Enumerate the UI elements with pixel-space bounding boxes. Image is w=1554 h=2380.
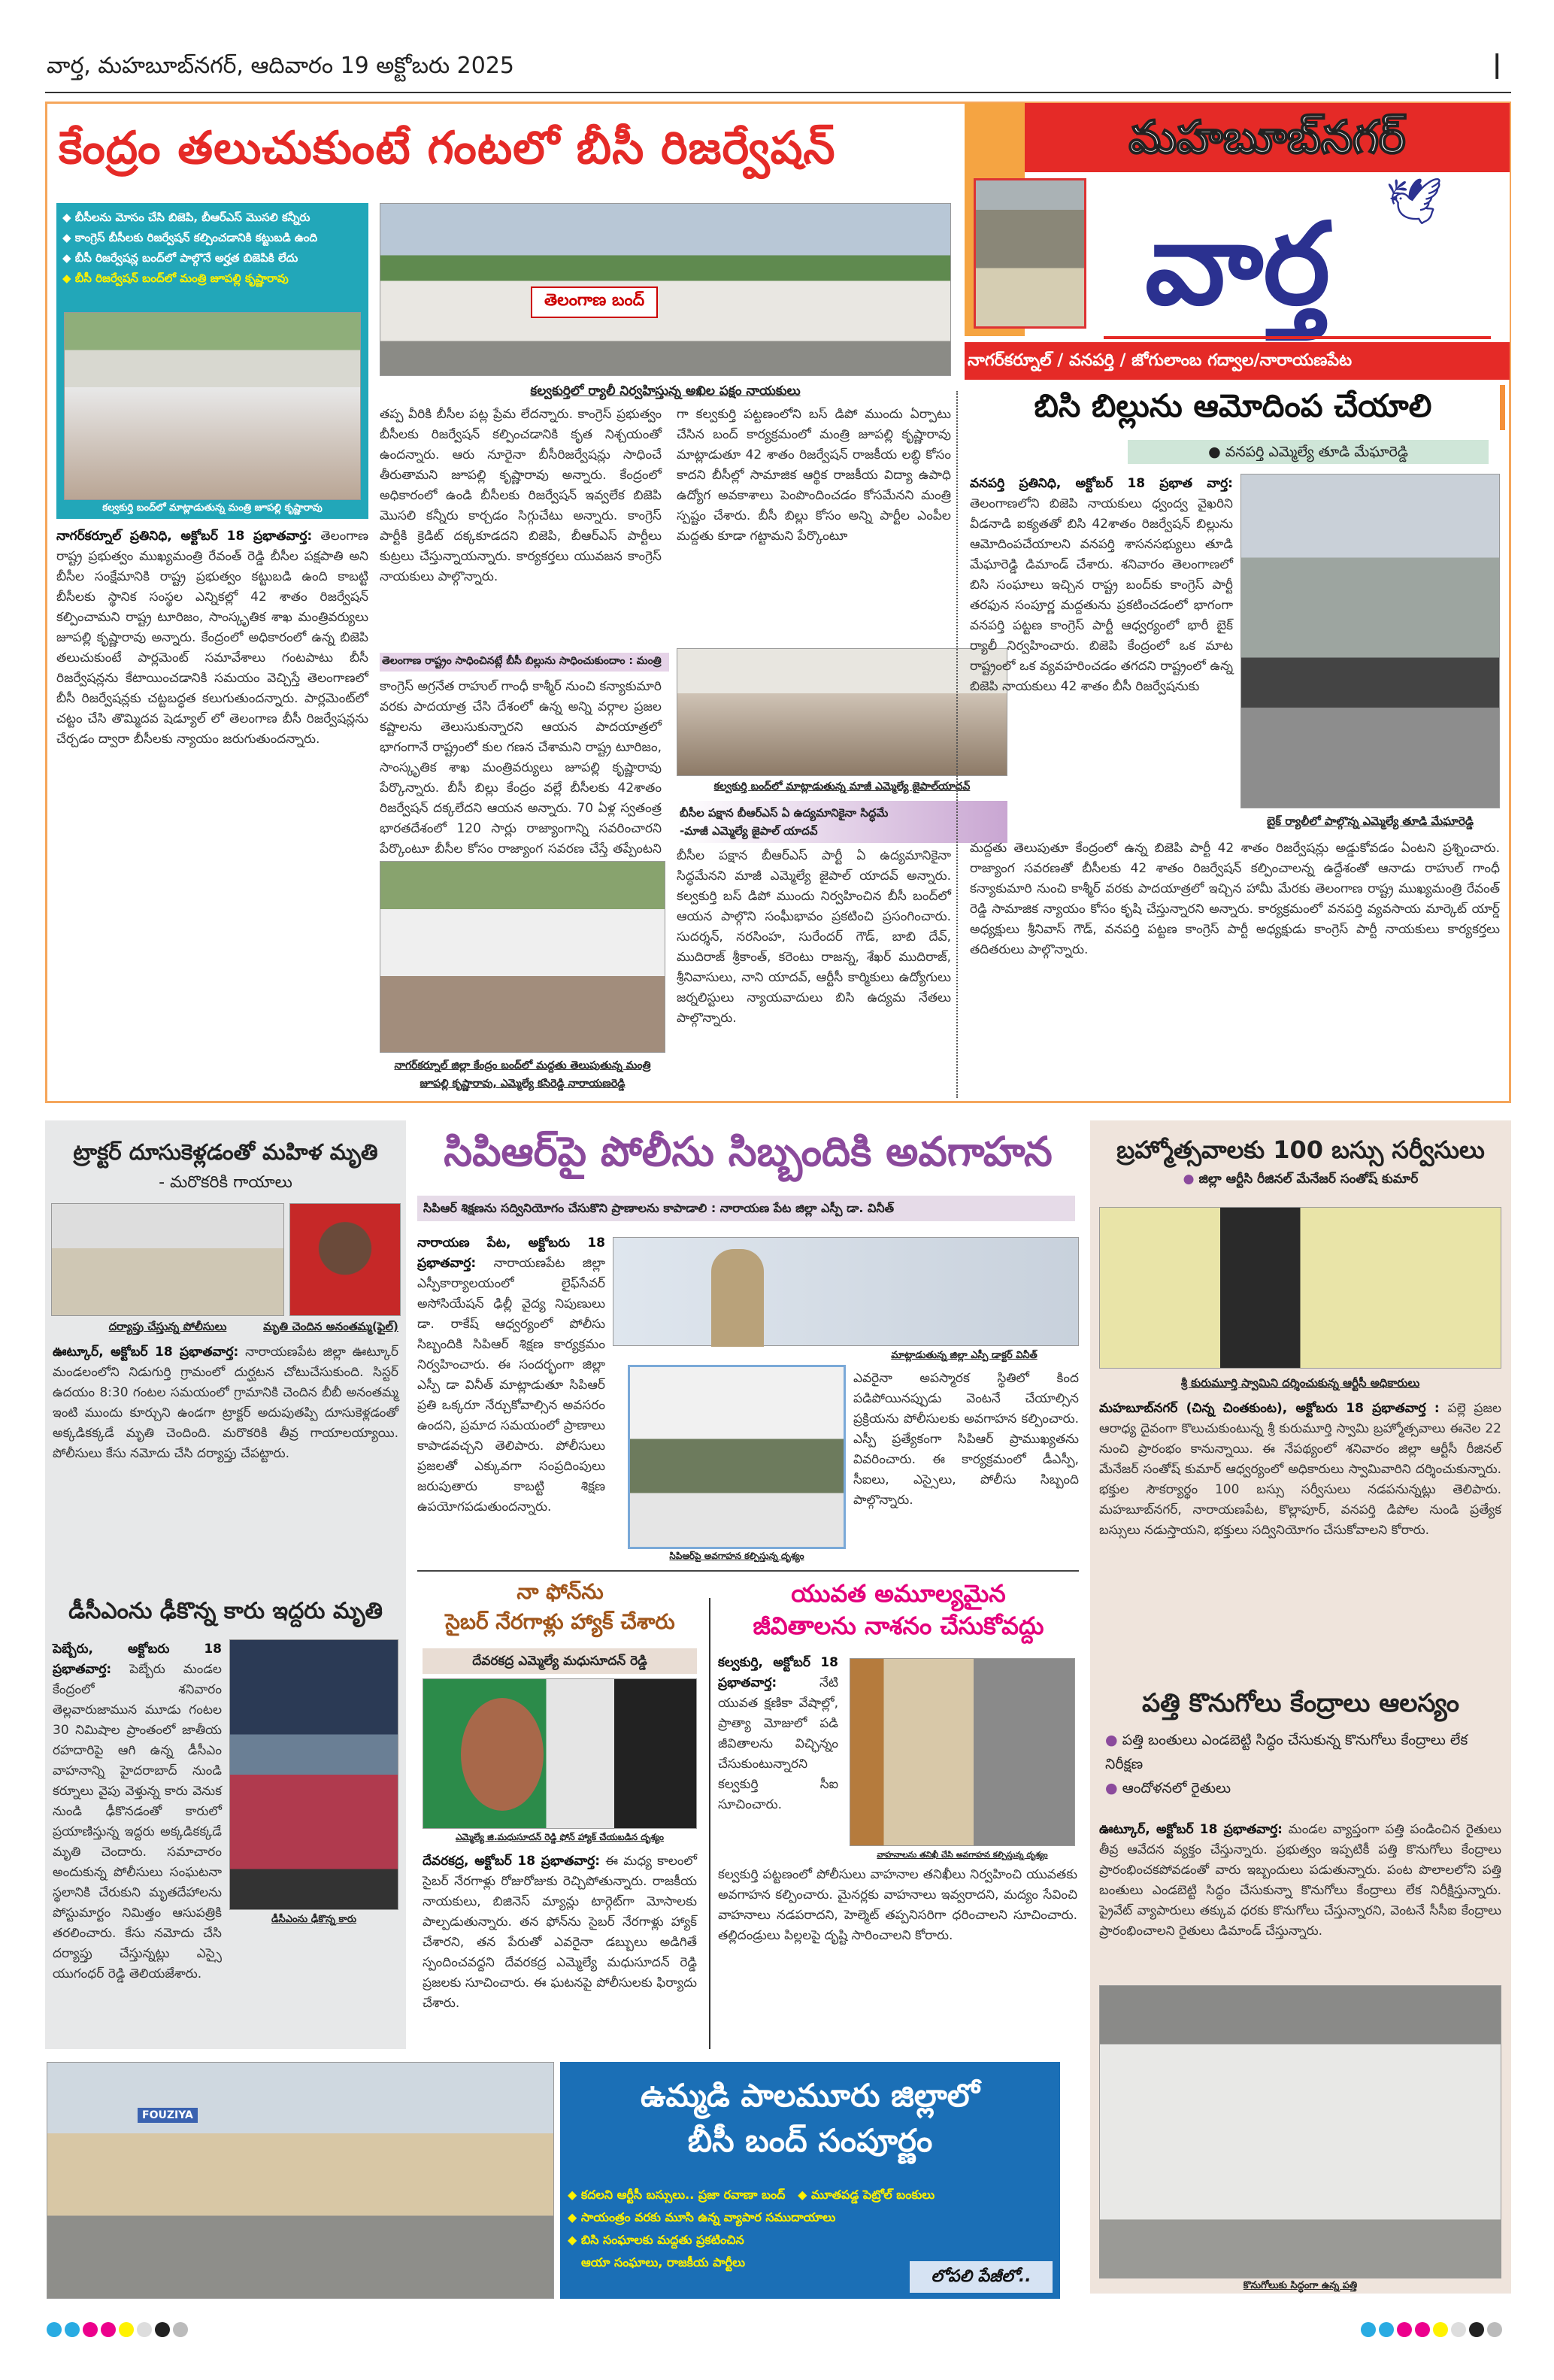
nagarkurnool-bandh-photo bbox=[380, 861, 665, 1053]
masthead-edition: మహబూబ్‌నగర్ bbox=[1025, 103, 1510, 172]
cotton-bullets bbox=[1105, 1728, 1496, 1800]
tractor-body bbox=[53, 1342, 398, 1587]
victim-photo bbox=[289, 1203, 401, 1316]
youth-body2 bbox=[718, 1865, 1077, 2049]
vehicle-check-photo bbox=[850, 1658, 1075, 1846]
page-dateline: వార్త, మహబూబ్‌నగర్, ఆదివారం 19 అక్టోబరు 2025 bbox=[47, 53, 515, 79]
lead-body-col2b bbox=[380, 677, 662, 857]
article-text: పెబ్బేరు మండల కేంద్రంలో శనివారం తెల్లవారుజామున మూడు గంటల 30 నిమిషాల ప్రాంతంలో జాతీయ రహదారిపై ఆగి ఉన్న డీసీఎం వాహనాన్ని హైదరాబాద్ నుండి కర్నూలు వైపు వెళ్తున్న కారు వెనుక నుండి ఢీకొనడంతో కారులో ప్రయాణిస్తున్న ఇద్దరు అక్కడికక్కడే మృతి చెందారు. సమాచారం అందుకున్న పోలీసులు సంఘటనా స్థలానికి చేరుకుని మృతదేహాలను పోస్టుమార్టం నిమిత్తం ఆసుపత్రికి తరలించారు. కేసు నమోదు చేసి దర్యాప్తు చేస్తున్నట్లు ఎస్సై యుగంధర్ రెడ్డి తెలియజేశారు. bbox=[53, 1662, 222, 1981]
district-wanaparthy[interactable]: వనపర్తి bbox=[1069, 351, 1114, 370]
separator: / bbox=[1253, 351, 1260, 370]
print-registration-marks-left bbox=[47, 2322, 188, 2337]
mla-face bbox=[461, 1698, 544, 1811]
crashed-car-photo bbox=[229, 1639, 398, 1910]
article-text: మండల వ్యాప్తంగా పత్తి పండించిన రైతులు తీవ్ర ఆవేదన వ్యక్తం చేస్తున్నారు. ప్రభుత్వం ఇప్పటికీ పత్తి కొనుగోలు కేంద్రాలు ప్రారంభించకపోవడంతో వారు ఇబ్బందులు పడుతున్నారు. పంట పొలాలలోని పత్తి బంతులు ఎండబెట్టి సిద్ధం చేసుకున్నా కొనుగోలు కేంద్రాలు లేక నిరీక్షిస్తున్నారు. ప్రైవేట్ వ్యాపారులు తక్కువ ధరకు కొనుగోలు చేస్తున్నారని, వెంటనే సీసీఐ కేంద్రాలు ప్రారంభించాలని రైతులు డిమాండ్ చేస్తున్నారు. bbox=[1099, 1822, 1501, 1939]
article-text: బీసీల పక్షాన బీఆర్ఎస్ పార్టీ ఏ ఉద్యమానికైనా సిద్ధమేనని మాజీ ఎమ్మెల్యే జైపాల్ యాదవ్ అన్నారు. కల్వకుర్తి బస్ డిపో ముందు నిర్వహించిన బీసీ బంద్‌లో ఆయన పాల్గొని సంఘీభావం ప్రకటించి ప్రసంగించారు. సుదర్శన్, నరసింహ, సురేందర్ గౌడ్, బాబి దేవ్, ముదిరాజ్ శ్రీకాంత్, కరెంటు రాజన్న, శేఖర్ ముదిరాజ్, శ్రీనివాసులు, నాని యాదవ్, ఆర్టీసీ కార్మికులు ఉద్యోగులు జర్నలిస్టులు న్యాయవాదులు బిసి ఉద్యమ నేతలు పాల్గొన్నారు. bbox=[677, 848, 951, 1026]
lead-bullet: ◆ బీసీ రిజర్వేషన్ల బంద్‌లో పాల్గొనే అర్హత బిజెపికి లేదు bbox=[62, 251, 298, 265]
district-band bbox=[965, 342, 1510, 380]
lead-bullet: ◆ బీసీ రిజర్వేషన్ బంద్‌లో మంత్రి జూపల్లి కృష్ణారావు bbox=[62, 271, 289, 285]
article-text: కాంగ్రెస్ అగ్రనేత రాహుల్ గాంధీ కాశ్మీర్ నుంచి కన్యాకుమారి వరకు పాదయాత్ర చేసి దేశంలో ఉన్న అన్ని వర్గాల ప్రజల కష్టాలను తెలుసుకున్నారని ఆయన పాదయాత్రలో భాగంగానే రాష్ట్రంలో కుల గణన చేశామని రాష్ట్ర టూరిజం, సాంస్కృతిక శాఖ మంత్రివర్యులు జూపల్లి కృష్ణారావు పేర్కొన్నారు. బీసీ బిల్లు కేంద్రం వల్లే బీసీలకు 42శాతం రిజర్వేషన్ దక్కలేదని ఆయన అన్నారు. 70 ఏళ్ల స్వతంత్ర భారతదేశంలో 120 సార్లు రాజ్యాంగాన్ని సవరించారని పేర్కొంటూ బీసీల కోసం రాజ్యాంగ సవరణ చేస్తే తప్పేంటని bbox=[380, 679, 662, 856]
phone-headline-line1: నా ఫోన్‌ను bbox=[516, 1579, 604, 1604]
brs-subhead-line1: బీసీల పక్షాన బీఆర్ఎస్ ఏ ఉద్యమానికైనా సిద్ధమే bbox=[680, 806, 889, 820]
separator: / bbox=[1057, 351, 1064, 370]
cotton-body bbox=[1099, 1820, 1501, 1978]
photo-caption: శ్రీ కురుమూర్తి స్వామిని దర్శించుకున్న ఆర్టీసీ అధికారులు bbox=[1180, 1376, 1420, 1390]
bc-bill-divider bbox=[956, 391, 958, 1098]
lead-bullet: ◆ బీసీలను మోసం చేసి బిజెపి, బీఆర్ఎస్ మొసలి కన్నీరు bbox=[62, 211, 310, 224]
page-marker: | bbox=[1492, 50, 1502, 80]
article-text: మద్దతు తెలుపుతూ కేంద్రంలో ఉన్న బిజెపి పార్టీ 42 శాతం రిజర్వేషన్లు అడ్డుకోవడం ఏంటని ప్రశ్నించారు. రాజ్యాంగ సవరణతో బీసీలకు 42 శాతం రిజర్వేషన్ కల్పించాలన్న ఉద్దేశంతో ఆనాడు రాహుల్ గాంధీ కన్యాకుమారి నుంచి కాశ్మీర్ వరకు పాదయాత్రలో ఇచ్చిన హామీ మేరకు తెలంగాణ రాష్ట్ర ముఖ్యమంత్రి రేవంత్ రెడ్డి సామాజిక న్యాయం కోసం కృషి చేస్తున్నారని అన్నారు. కార్యక్రమంలో వనపర్తి వ్యవసాయ మార్కెట్ యార్డ్ అధ్యక్షులు శ్రీనివాస్ గౌడ్, వనపర్తి పట్టణ కాంగ్రెస్ పార్టీ అధ్యక్షుడు కాంగ్రెస్ పార్టీ నాయకులు కార్యకర్తలు తదితరులు పాల్గొన్నారు. bbox=[970, 841, 1500, 957]
masthead-logo: వార్త bbox=[1145, 199, 1331, 330]
orange-accent-bar bbox=[1500, 385, 1505, 430]
accident-scene-photo bbox=[51, 1203, 284, 1316]
dateline: పెబ్బేరు, అక్టోబరు 18 ప్రభాతవార్త: bbox=[53, 1642, 222, 1677]
banner-bullets bbox=[568, 2184, 1056, 2274]
photo-caption: కల్వకుర్తి బంద్‌లో మాట్లాడుతున్న మాజీ ఎమ్మెల్యే జైపాల్‌యాదవ్ bbox=[713, 781, 971, 793]
print-registration-marks-right bbox=[1361, 2322, 1502, 2337]
brs-subhead-line2: -మాజీ ఎమ్మెల్యే జైపాల్ యాదవ్ bbox=[680, 824, 818, 838]
photo-caption: వాహనాలను తనిఖీ చేసి అవగాహన కల్పిస్తున్న దృశ్యం bbox=[877, 1850, 1048, 1860]
dove-icon: 🕊 bbox=[1386, 175, 1443, 228]
dateline: మహబూబ్‌నగర్ (చిన్న చింతకుంట), అక్టోబరు 18 ప్రభాతవార్త : bbox=[1099, 1401, 1440, 1416]
section-rule bbox=[417, 1570, 1079, 1572]
cotton-bullet: ● ఆందోళనలో రైతులు bbox=[1105, 1780, 1231, 1796]
tractor-headline: ట్రాక్టర్ దూసుకెళ్లడంతో మహిళ మృతి bbox=[73, 1139, 378, 1165]
lead-body-col3b bbox=[677, 846, 951, 1098]
column-divider bbox=[709, 1598, 710, 2049]
tractor-subhead: - మరొకరికి గాయాలు bbox=[159, 1173, 292, 1192]
article-text: తెలంగాణలోని బిజెపి నాయకులు ధ్వంద్వ వైఖరిని వీడనాడి ఐక్యతతో బిసి 42శాతం రిజర్వేషన్ బిల్లును ఆమోదింపచేయాలని వనపర్తి శాసనసభ్యులు తూడి మేఘారెడ్డి డిమాండ్ చేశారు. శనివారం తెలంగాణలో బిసి సంఘాలు ఇచ్చిన రాష్ట్ర బంద్‌కు కాంగ్రెస్ పార్టీ తరఫున సంపూర్ణ మద్దతును ప్రకటించడంలో భాగంగా వనపర్తి పట్టణ కాంగ్రెస్ పార్టీ ఆధ్వర్యంలో భారీ బైక్ ర్యాలీ నిర్వహించారు. బిజెపి కేంద్రంలో ఒక మాట రాష్ట్రంలో ఒక వ్యవహరించడం తగదని రాష్ట్రంలో ఉన్న బిజెపి నాయకులు 42 శాతం బీసీ రిజర్వేషనుకు bbox=[970, 496, 1233, 694]
cotton-bullet: ● పత్తి బంతులు ఎండబెట్టి సిద్ధం చేసుకున్న కొనుగోలు కేంద్రాలు లేక నిరీక్షణ bbox=[1105, 1732, 1468, 1772]
banner-bullet: ◆ కదలని ఆర్టీసీ బస్సులు.. ప్రజా రవాణా బంద్ ◆ మూతపడ్డ పెట్రోల్ బంకులు bbox=[568, 2187, 935, 2202]
bike-rally-photo bbox=[1240, 474, 1500, 808]
lead-subhead: తెలంగాణ రాష్ట్రం సాధించినట్లే బీసీ బిల్లును సాధించుకుందాం : మంత్రి bbox=[380, 653, 669, 672]
article-text: కల్వకుర్తి పట్టణంలో పోలీసులు వాహనాల తనిఖీలు నిర్వహించి యువతకు అవగాహన కల్పించారు. మైనర్లకు వాహనాలు ఇవ్వరాదని, మద్యం సేవించి వాహనాలు నడపరాదని, హెల్మెట్ తప్పనిసరిగా ధరించాలని సూచించారు. తల్లిదండ్రులు పిల్లలపై దృష్టి సారించాలని కోరారు. bbox=[718, 1867, 1077, 1943]
photo-caption: డీసీఎంను ఢీకొన్న కారు bbox=[271, 1914, 357, 1925]
article-text: తెలంగాణ రాష్ట్ర ప్రభుత్వం ముఖ్యమంత్రి రేవంత్ రెడ్డి బీసీల పక్షపాతి అని బీసీల సంక్షేమానికి రాష్ట్ర ప్రభుత్వం కట్టుబడి ఉంది కాబట్టి బీసీలకు స్థానిక సంస్థల ఎన్నికల్లో 42 శాతం రిజర్వేషన్ కల్పించామని రాష్ట్ర టూరిజం, సాంస్కృతిక శాఖ మంత్రివర్యులు జూపల్లి కృష్ణారావు అన్నారు. కేంద్రంలో అధికారంలో ఉన్న బిజెపి తలుచుకుంటే పార్లమెంట్ సమావేశాలు గంటపాటు బీసీ రిజర్వేషన్లను కేటాయించడానికి సమయం వెచ్చిస్తే తెలంగాణలో బీసీ రిజర్వేషన్లకు చట్టబద్ధత కలుగుతుందన్నారు. పార్లమెంట్‌లో చట్టం చేసి తొమ్మిదవ షెడ్యూల్ లో తెలంగాణ బీసీ రిజర్వేషన్లను చేర్చడం ద్వారా బీసీలకు న్యాయం జరుగుతుందన్నారు. bbox=[56, 529, 369, 747]
photo-caption: ఎమ్మెల్యే జి.మధుసూదన్ రెడ్డి ఫోన్ హ్యాక్ చేయబడిన దృశ్యం bbox=[455, 1832, 665, 1842]
banner-headline-line1: ఉమ్మడి పాలమూరు జిల్లాలో bbox=[640, 2077, 980, 2114]
photo-caption: కల్వకుర్తిలో ర్యాలీ నిర్వహిస్తున్న అఖిల పక్షం నాయకులు bbox=[530, 384, 801, 399]
mla-phone-photo bbox=[423, 1678, 697, 1829]
dcm-headline: డీసీఎంను ఢీకొన్న కారు ఇద్దరు మృతి bbox=[68, 1598, 383, 1624]
separator: / bbox=[1119, 351, 1126, 370]
cpr-body2 bbox=[853, 1369, 1079, 1560]
closed-shops-photo bbox=[47, 2062, 554, 2299]
article-text: ఎవరైనా అపస్మారక స్థితిలో కింద పడిపోయినప్పుడు వెంటనే చేయాల్సిన ప్రక్రియను పోలీసులకు అవగాహన కల్పించారు. ఎస్పీ ప్రత్యేకంగా సిపిఆర్ ప్రాముఖ్యతను వివరించారు. ఈ కార్యక్రమంలో డీఎస్పీ, సీఐలు, ఎస్సైలు, పోలీసు సిబ్బంది పాల్గొన్నారు. bbox=[853, 1371, 1079, 1508]
bus-body bbox=[1099, 1399, 1501, 1681]
article-text: తప్ప వీరికి బీసీల పట్ల ప్రేమ లేదన్నారు. కాంగ్రెస్ ప్రభుత్వం బీసీలకు రిజర్వేషన్ కల్పించడానికి కృత నిశ్చయంతో ఉందన్నారు. ఆరు నూరైనా బీసీరిజర్వేషన్లు సాధించే తీరుతామని జూపల్లి కృష్ణారావు అన్నారు. కేంద్రంలో అధికారంలో ఉండి బీసీలకు రిజర్వేషన్ ఇవ్వలేక బిజెపి మొసలి కన్నీరు కార్చడం సిగ్గుచేటు అన్నారు. కాంగ్రెస్ పార్టీకి క్రెడిట్ దక్కకూడదని బిజెపి, బీఆర్ఎస్ పార్టీలు కుట్రలు చేస్తున్నాయన్నారు. కార్యకర్తలు యువజన కాంగ్రెస్ నాయకులు పాల్గొన్నారు. bbox=[380, 407, 662, 584]
bc-bill-body1 bbox=[970, 474, 1233, 820]
lead-body-col2 bbox=[380, 405, 662, 647]
youth-headline-line2: జీవితాలను నాశనం చేసుకోవద్దు bbox=[753, 1611, 1044, 1640]
lead-bullet-box bbox=[56, 203, 368, 519]
lead-bullet: ◆ కాంగ్రెస్ బీసీలకు రిజర్వేషన్ కల్పించడానికి కట్టుబడి ఉంది bbox=[62, 231, 318, 244]
banner-bullet: ఆయా సంఘాలు, రాజకీయ పార్టీలు bbox=[581, 2255, 746, 2269]
photo-caption: మృతి చెందిన అనంతమ్మ(ఫైల్) bbox=[263, 1320, 398, 1333]
bc-bill-body2 bbox=[970, 838, 1500, 1098]
photo-caption: మాట్లాడుతున్న జిల్లా ఎస్పీ డాక్టర్ వినీత్ bbox=[891, 1350, 1038, 1361]
cpr-subhead: సిపిఆర్ శిక్షణను సద్వినియోగం చేసుకొని ప్రాణాలను కాపాడాలి : నారాయణ పేట జిల్లా ఎస్పీ డా. వినీత్ bbox=[417, 1196, 1075, 1221]
rally-banner: తెలంగాణ బంద్ bbox=[531, 287, 658, 318]
phone-subhead: దేవరకద్ర ఎమ్మెల్యే మధుసూదన్ రెడ్డి bbox=[423, 1648, 697, 1674]
district-nagarkurnool[interactable]: నాగర్‌కర్నూల్ bbox=[968, 351, 1052, 370]
lead-body-col3 bbox=[677, 405, 951, 645]
bus-headline: బ్రహ్మోత్సవాలకు 100 బస్సు సర్వీసులు bbox=[1116, 1135, 1485, 1164]
article-text: ఈ మధ్య కాలంలో సైబర్ నేరగాళ్లు రోజురోజుకు రెచ్చిపోతున్నారు. రాజకీయ నాయకులు, బిజినెస్ మ్యాన్లు టార్గెట్‌గా మోసాలకు పాల్పడుతున్నారు. తన ఫోన్‌ను సైబర్ నేరగాళ్లు హ్యాక్ చేశారని, తన పేరుతో ఎవరైనా డబ్బులు అడిగితే స్పందించవద్దని దేవరకద్ర ఎమ్మెల్యే మధుసూదన్ రెడ్డి ప్రజలకు సూచించారు. ఈ ఘటనపై పోలీసులకు ఫిర్యాదు చేశారు. bbox=[423, 1854, 698, 2011]
youth-headline-line1: యువత అమూల్యమైన bbox=[791, 1579, 1006, 1608]
bc-bill-headline: బిసి బిల్లును ఆమోదింప చేయాలి bbox=[1034, 387, 1432, 424]
lead-headline: కేంద్రం తలుచుకుంటే గంటలో బీసీ రిజర్వేషన్ bbox=[59, 122, 836, 174]
phone-headline-line2: సైబర్ నేరగాళ్లు హ్యాక్ చేశారు bbox=[445, 1609, 675, 1634]
dateline: వనపర్తి ప్రతినిధి, అక్టోబర్ 18 ప్రభాత వార్త: bbox=[970, 476, 1233, 491]
youth-body1 bbox=[718, 1653, 838, 1863]
sp-figure bbox=[711, 1249, 764, 1347]
photo-caption: కల్వకుర్తి బంద్‌లో మాట్లాడుతున్న మంత్రి జూపల్లి కృష్ణారావు bbox=[102, 502, 323, 514]
lead-body-col1 bbox=[56, 526, 368, 1098]
dcm-body bbox=[53, 1639, 222, 2045]
district-narayanpet[interactable]: నారాయణపేట bbox=[1259, 351, 1353, 370]
photo-caption: దర్యాప్తు చేస్తున్న పోలీసులు bbox=[108, 1320, 227, 1333]
dateline: కల్వకుర్తి, అక్టోబర్ 18 ప్రభాతవార్త: bbox=[718, 1655, 838, 1690]
cotton-heap-photo bbox=[1099, 1985, 1501, 2278]
cpr-body1 bbox=[417, 1233, 605, 1549]
rally-photo bbox=[380, 203, 951, 376]
photo-caption: కొనుగోలుకు సిద్ధంగా ఉన్న పత్తి bbox=[1243, 2280, 1358, 2291]
cotton-headline: పత్తి కొనుగోలు కేంద్రాలు ఆలస్యం bbox=[1141, 1688, 1460, 1718]
district-gadwal[interactable]: జోగులాంబ గద్వాల bbox=[1131, 351, 1254, 370]
photo-caption: నాగర్‌కర్నూల్ జిల్లా కేంద్రం బంద్‌లో మద్దతు తెలుపుతున్న మంత్రి జూపల్లి కృష్ణారావు, ఎమ్మెల్యే కసిరెడ్డి నారాయణరెడ్డి bbox=[394, 1060, 651, 1090]
phone-body bbox=[423, 1851, 697, 2047]
dateline: ఊట్కూర్, అక్టోబర్ 18 ప్రభాతవార్త: bbox=[1099, 1822, 1283, 1837]
dateline: ఊట్కూర్, అక్టోబర్ 18 ప్రభాతవార్త: bbox=[53, 1345, 239, 1360]
brs-subhead bbox=[677, 801, 1007, 843]
dateline: నారాయణ పేట, అక్టోబరు 18 ప్రభాతవార్త: bbox=[417, 1235, 605, 1271]
article-text: పల్లె ప్రజల ఆరాధ్య దైవంగా కొలుచుకుంటున్న శ్రీ కురుమూర్తి స్వామి బ్రహ్మోత్సవాలు ఈనెల 22 నుంచి ప్రారంభం కానున్నాయి. ఈ నేపథ్యంలో శనివారం జిల్లా ఆర్టీసీ రీజినల్ మేనేజర్ సంతోష్ కుమార్ ఆధ్వర్యంలో అధికారులు స్వామివారిని దర్శించుకున్నారు. భక్తుల సౌకర్యార్థం 100 బస్సు సర్వీసులు నడపనున్నట్లు తెలిపారు. మహబూబ్‌నగర్, నారాయణపేట, కొల్లాపూర్, వనపర్తి డిపోల నుండి ప్రత్యేక బస్సులు నడుస్తాయని, భక్తులు సద్వినియోగం చేసుకోవాలని కోరారు. bbox=[1099, 1401, 1501, 1538]
shop-sign: FOUZIYA bbox=[138, 2108, 198, 2123]
rtc-officials-photo bbox=[1099, 1207, 1501, 1369]
bandh-banner bbox=[560, 2062, 1060, 2299]
jaipal-yadav-photo bbox=[677, 648, 1007, 776]
masthead bbox=[965, 103, 1510, 380]
cpr-demo-photo bbox=[628, 1365, 846, 1549]
banner-bullet: ◆ సాయంత్రం వరకు మూసి ఉన్న వ్యాపార సముదాయాలు bbox=[568, 2210, 836, 2224]
dateline: దేవరకద్ర, అక్టోబర్ 18 ప్రభాతవార్త: bbox=[423, 1854, 601, 1869]
article-text: నారాయణపేట జిల్లా ఊట్కూర్ మండలంలోని నిడుగుర్తి గ్రామంలో దుర్ఘటన చోటుచేసుకుంది. సిస్టర్ ఉదయం 8:30 గంటల సమయంలో గ్రామానికి చెందిన బీబీ అనంతమ్మ ఇంటి ముందు కూర్చుని ఉండగా ట్రాక్టర్ అదుపుతప్పి దూసుకెళ్లడంతో అక్కడికక్కడే మృతి చెందింది. మరొకరికి తీవ్ర గాయాలయ్యాయి. పోలీసులు కేసు నమోదు చేసి దర్యాప్తు చేపట్టారు. bbox=[53, 1345, 398, 1461]
article-text: నారాయణపేట జిల్లా ఎస్పీకార్యాలయంలో లైఫ్‌సేవర్ అసోసియేషన్ ఢిల్లీ వైద్య నిపుణులు డా. రాకేష్ ఆధ్వర్యంలో పోలీసు సిబ్బందికి సిపిఆర్ శిక్షణ కార్యక్రమం నిర్వహించారు. ఈ సందర్భంగా జిల్లా ఎస్పీ డా వినీత్ మాట్లాడుతూ సిపిఆర్ ప్రతి ఒక్కరూ నేర్చుకోవాల్సిన అవసరం ఉందని, ప్రమాద సమయంలో ప్రాణాలు కాపాడవచ్చని తెలిపారు. పోలీసులు ప్రజలతో ఎక్కువగా సంప్రదింపులు జరుపుతారు కాబట్టి శిక్షణ ఉపయోగపడుతుందన్నారు. bbox=[417, 1256, 606, 1514]
bus-subhead: ● జిల్లా ఆర్టీసి రీజినల్ మేనేజర్ సంతోష్ కుమార్ bbox=[1183, 1172, 1419, 1187]
minister-speech-photo bbox=[64, 312, 361, 500]
inside-pages-link[interactable]: లోపలి పేజీలో.. bbox=[910, 2261, 1053, 2293]
photo-caption: బైక్ ర్యాలీలో పాల్గొన్న ఎమ్మెల్యే తూడి మేఘారెడ్డి bbox=[1267, 814, 1474, 828]
article-text: గా కల్వకుర్తి పట్టణంలోని బస్ డిపో ముందు ఏర్పాటు చేసిన బంద్ కార్యక్రమంలో మంత్రి జూపల్లి కృష్ణారావు మాట్లాడుతూ 42 శాతం రిజర్వేషన్ రాజకీయ లబ్ధి కోసం కాదని బీసీల్లో సామాజిక ఆర్థిక రాజకీయ విద్యా ఉపాధి ఉద్యోగ అవకాశాలు పెంపొందించడం కోసమేనని మంత్రి స్పష్టం చేశారు. బీసీ బిల్లు కోసం అన్ని పార్టీల ఎంపీల మద్దతు కూడా గట్టామని పేర్కొంటూ bbox=[677, 407, 951, 544]
dateline: నాగర్‌కర్నూల్ ప్రతినిధి, అక్టోబర్ 18 ప్రభాతవార్త: bbox=[56, 529, 313, 544]
photo-caption: సిపిఆర్‌పై అవగాహన కల్పిస్తున్న దృశ్యం bbox=[669, 1551, 804, 1561]
article-text: నేటి యువత క్షణికా వేషాల్లో, ప్రాత్యా మోజులో పడి జీవితాలను విచ్ఛిన్నం చేసుకుంటున్నారని కల్వకుర్తి సీఐ సూచించారు. bbox=[718, 1675, 838, 1812]
bullet-icon: ● bbox=[1183, 1172, 1195, 1187]
cpr-headline: సిపిఆర్‌పై పోలీసు సిబ్బందికి అవగాహన bbox=[444, 1128, 1053, 1175]
header-rule bbox=[45, 92, 1511, 93]
dam-photo bbox=[974, 178, 1086, 329]
sp-speaking-photo bbox=[613, 1237, 1079, 1346]
masthead-rule bbox=[1104, 336, 1491, 339]
banner-headline-line2: బీసీ బంద్ సంపూర్ణం bbox=[687, 2122, 933, 2159]
bc-bill-subhead: ● వనపర్తి ఎమ్మెల్యే తూడి మేఘారెడ్డి bbox=[1128, 440, 1489, 464]
banner-bullet: ◆ బిసి సంఘాలకు మద్దతు ప్రకటించిన bbox=[568, 2233, 744, 2247]
